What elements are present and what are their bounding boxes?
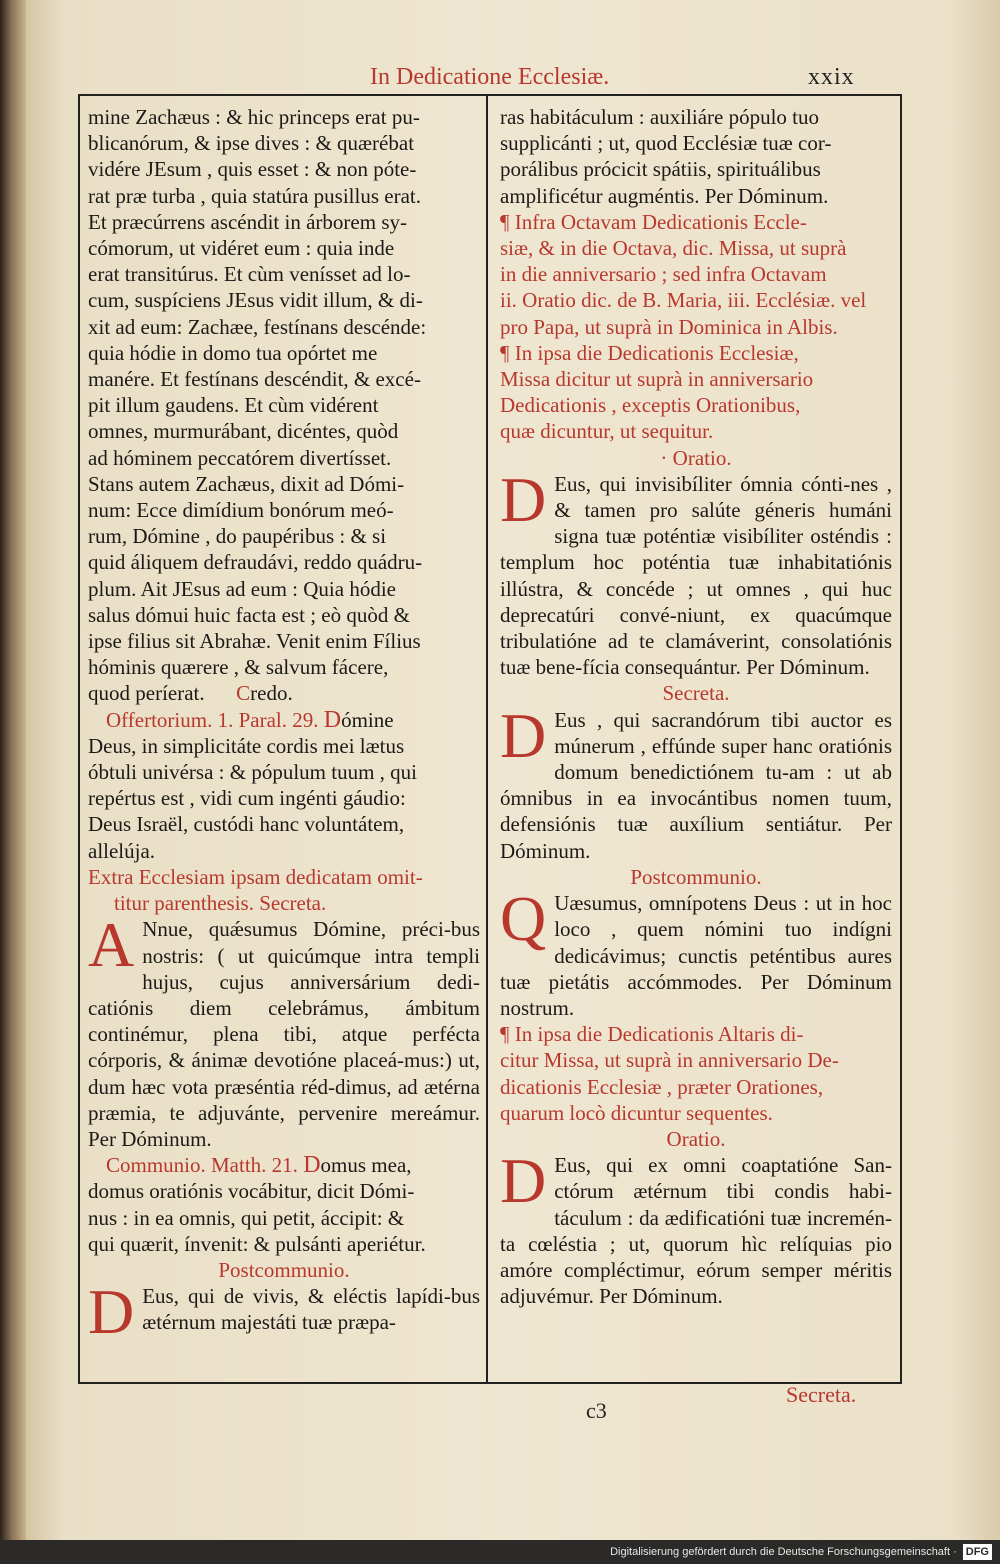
right-column [500,104,892,1309]
text-line: qui quærit, ínvenit: & pulsánti aperiétur. [88,1231,426,1256]
text-line: quia hódie in domo tua opórtet me [88,340,378,365]
rubric-line: ii. Oratio dic. de B. Maria, iii. Ecclésiæ. vel [500,288,867,313]
text-line: ad hóminem peccatórem divertísset. [88,445,392,470]
text-line-end: quod períerat. [88,681,205,706]
postcommunion-heading: Postcommunio. [630,864,762,889]
text-line: ras habitáculum : auxiliáre pópulo tuo [500,105,819,129]
secreta-prayer [88,909,480,1152]
text-line: pit illum gaudens. Et cùm vidérent [88,393,379,418]
text-line: Deus Israël, custódi hanc voluntátem, [88,812,405,837]
drop-capital: D [500,463,547,535]
text-line: porálibus prócicit spátiis, spirituálibus [500,157,821,182]
footer-credit: Digitalisierung gefördert durch die Deutsche Forschungsgemeinschaft · [610,1546,957,1558]
rubric-line: siæ, & in die Octava, dic. Missa, ut suprà [500,236,847,261]
text-line: supplicánti ; ut, quod Ecclésiæ tuæ cor- [500,131,832,156]
postcommunion-prayer [88,1276,480,1348]
text-line [88,680,480,706]
rubric-line: Missa dicitur ut suprà in anniversario [500,367,814,392]
text-line: erat transitúrus. Et cùm venísset ad lo- [88,262,411,287]
text-line: domus oratiónis vocábitur, dicit Dómi- [88,1179,415,1204]
text-line: hóminis quærere , & salvum fácere, [88,655,389,680]
prayer-text: Uæsumus, omnípotens Deus : ut in hoc loco , quem nómini tuo indígni dedicávimus; cunctis peténtibus aures tuæ pietátis accómmodes. Per Dóminum nostrum. [500,891,892,1020]
rubric-line: dicationis Ecclesiæ , præter Orationes, [500,1074,824,1099]
drop-capital: D [500,699,547,771]
folio-number: xxix [808,64,855,90]
text-line: mine Zachæus : & hic princeps erat pu- [88,105,420,129]
prayer-text: Eus, qui ex omni coaptatióne San-ctórum ætérnum tibi condis habi-táculum : da ædificatióni tuæ incremén-ta cœléstia ; ut, quorum hìc relíquias pio amóre compléctimur, eórum semper méritis adjuvémur. Per Dóminum. [500,1153,892,1309]
prayer-text: Nnue, quǽsumus Dómine, préci-bus nostris: ( ut quicúmque intra templi hujus, cujus anniversárium dedi-catiónis diem celebrámus, ámbitum continémur, plena tibi, atque perfécta córporis, & ánimæ devotióne placeá-mus:) ut, dum hæc vota præséntia réd-dimus, ad ætérna præmia, te adjuvánte, pervenire mereámur. Per Dóminum. [88,917,480,1151]
communion-capital: D [303,1152,321,1179]
prayer-text: Eus, qui invisibíliter ómnia cónti-nes , & tamen pro salúte géneris humáni signa tuæ poténtiæ visibíliter osténdis : templum hoc poténtia tuæ inhabitatiónis illústra, & concéde ; ut omnes , qui huc deprecatúri convé-niunt, ex quacúmque tribulatióne ad te clamáverint, consolatiónis tuæ bene-fícia consequántur. Per Dóminum. [500,471,892,680]
rubric-extra-secreta: titur parenthesis. Secreta. [114,891,327,916]
oratio-prayer [500,463,892,681]
text-line: blicanórum, & ipse dives : & quærébat [88,131,415,156]
text-line: ipse filius sit Abrahæ. Venit enim Fílius [88,629,421,654]
text-line: plum. Ait JEsus ad eum : Quia hódie [88,576,396,601]
text-line: manére. Et festínans descéndit, & excé- [88,367,421,392]
postcommunion-heading: Postcommunio. [218,1257,350,1282]
offertory-label: Offertorium. 1. Paral. 29. [106,707,319,732]
text-line: quid áliquem defraudávi, reddo quádru- [88,550,423,575]
postcommunion-prayer [500,883,892,1021]
rubric-line: quæ dicuntur, ut sequitur. [500,419,714,444]
text-line: rum, Dómine , do paupéribus : & si [88,524,387,549]
oratio-heading: Oratio. [666,1126,726,1151]
communion-label: Communio. Matth. 21. [106,1153,298,1178]
offertory-first-word: ómine [341,707,394,732]
dfg-logo: DFG [963,1544,992,1560]
offertory-capital: D [323,706,342,733]
text-line: vidére JEsum , quis esset : & non póte- [88,157,417,182]
running-head: In Dedicatione Ecclesiæ. [370,64,610,90]
rubric-line: quarum locò dicuntur sequentes. [500,1100,773,1125]
rubric-line: pro Papa, ut suprà in Dominica in Albis. [500,314,838,339]
rubric-line: ¶ In ipsa die Dedicationis Altaris di- [500,1022,804,1047]
offertory [88,707,480,733]
secreta-prayer [500,699,892,864]
rubric-line: Dedicationis , exceptis Orationibus, [500,393,801,418]
text-line: rat præ turba , quia statúra pusillus erat. [88,183,421,208]
text-line: Deus, in simplicitáte cordis mei lætus [88,733,405,758]
column-rule [486,94,488,1384]
credo-capital: C [236,681,251,706]
gospel-text [88,104,480,707]
rubric-extra: Extra Ecclesiam ipsam dedicatam omit- [88,864,423,889]
left-column [88,104,480,1348]
signature-mark: c3 [586,1398,607,1423]
text-line: omnes, murmurábant, dicéntes, quòd [88,419,399,444]
rubric-line: in die anniversario ; sed infra Octavam [500,262,827,287]
digitization-footer [0,1540,1000,1564]
oratio-heading: · Oratio. [660,445,732,470]
text-line: amplificétur augméntis. Per Dóminum. [500,183,829,208]
catchword: Secreta. [786,1382,857,1407]
prayer-text: Eus, qui de vivis, & eléctis lapídi-bus ætérnum majestáti tuæ præpa- [142,1284,480,1335]
text-line: salus dómui huic facta est ; eò quòd & [88,602,410,627]
rubric-line: ¶ In ipsa die Dedicationis Ecclesiæ, [500,340,799,365]
text-line: cómorum, ut vidéret eum : quia inde [88,236,395,261]
text-line: num: Ecce dimídium bonórum meó- [88,498,394,523]
drop-capital: A [88,909,135,981]
drop-capital: D [88,1276,135,1348]
text-line: repértus est , vidi cum ingénti gáudio: [88,786,406,811]
drop-capital: Q [500,883,547,955]
secreta-heading: Secreta. [662,681,730,706]
text-line: cum, suspíciens JEsus vidit illum, & di- [88,288,423,313]
text-line: nus : in ea omnis, qui petit, áccipit: & [88,1205,405,1230]
text-line: Stans autem Zachæus, dixit ad Dómi- [88,471,405,496]
text-line: allelúja. [88,838,156,863]
text-line: Et præcúrrens ascéndit in árborem sy- [88,209,407,234]
text-line: xit ad eum: Zachæe, festínans descénde: [88,314,427,339]
rubric-line: citur Missa, ut suprà in anniversario De- [500,1048,839,1073]
rubric-line: ¶ Infra Octavam Dedicationis Eccle- [500,209,807,234]
book-spine [0,0,26,1564]
text-line: óbtuli univérsa : & pópulum tuum , qui [88,760,417,785]
communion [88,1152,480,1178]
drop-capital: D [500,1145,547,1217]
oratio-prayer [500,1145,892,1309]
credo-text: redo. [250,681,293,706]
prayer-text: Eus , qui sacrandórum tibi auctor es múnerum , effúnde super hanc oratiónis domum benedictiónem tu-am : ut ab ómnibus in ea invocántibus nomen tuum, defensiónis tuæ auxílium sentiátur. Per Dóminum. [500,707,892,863]
communion-first-word: omus mea, [320,1153,412,1178]
